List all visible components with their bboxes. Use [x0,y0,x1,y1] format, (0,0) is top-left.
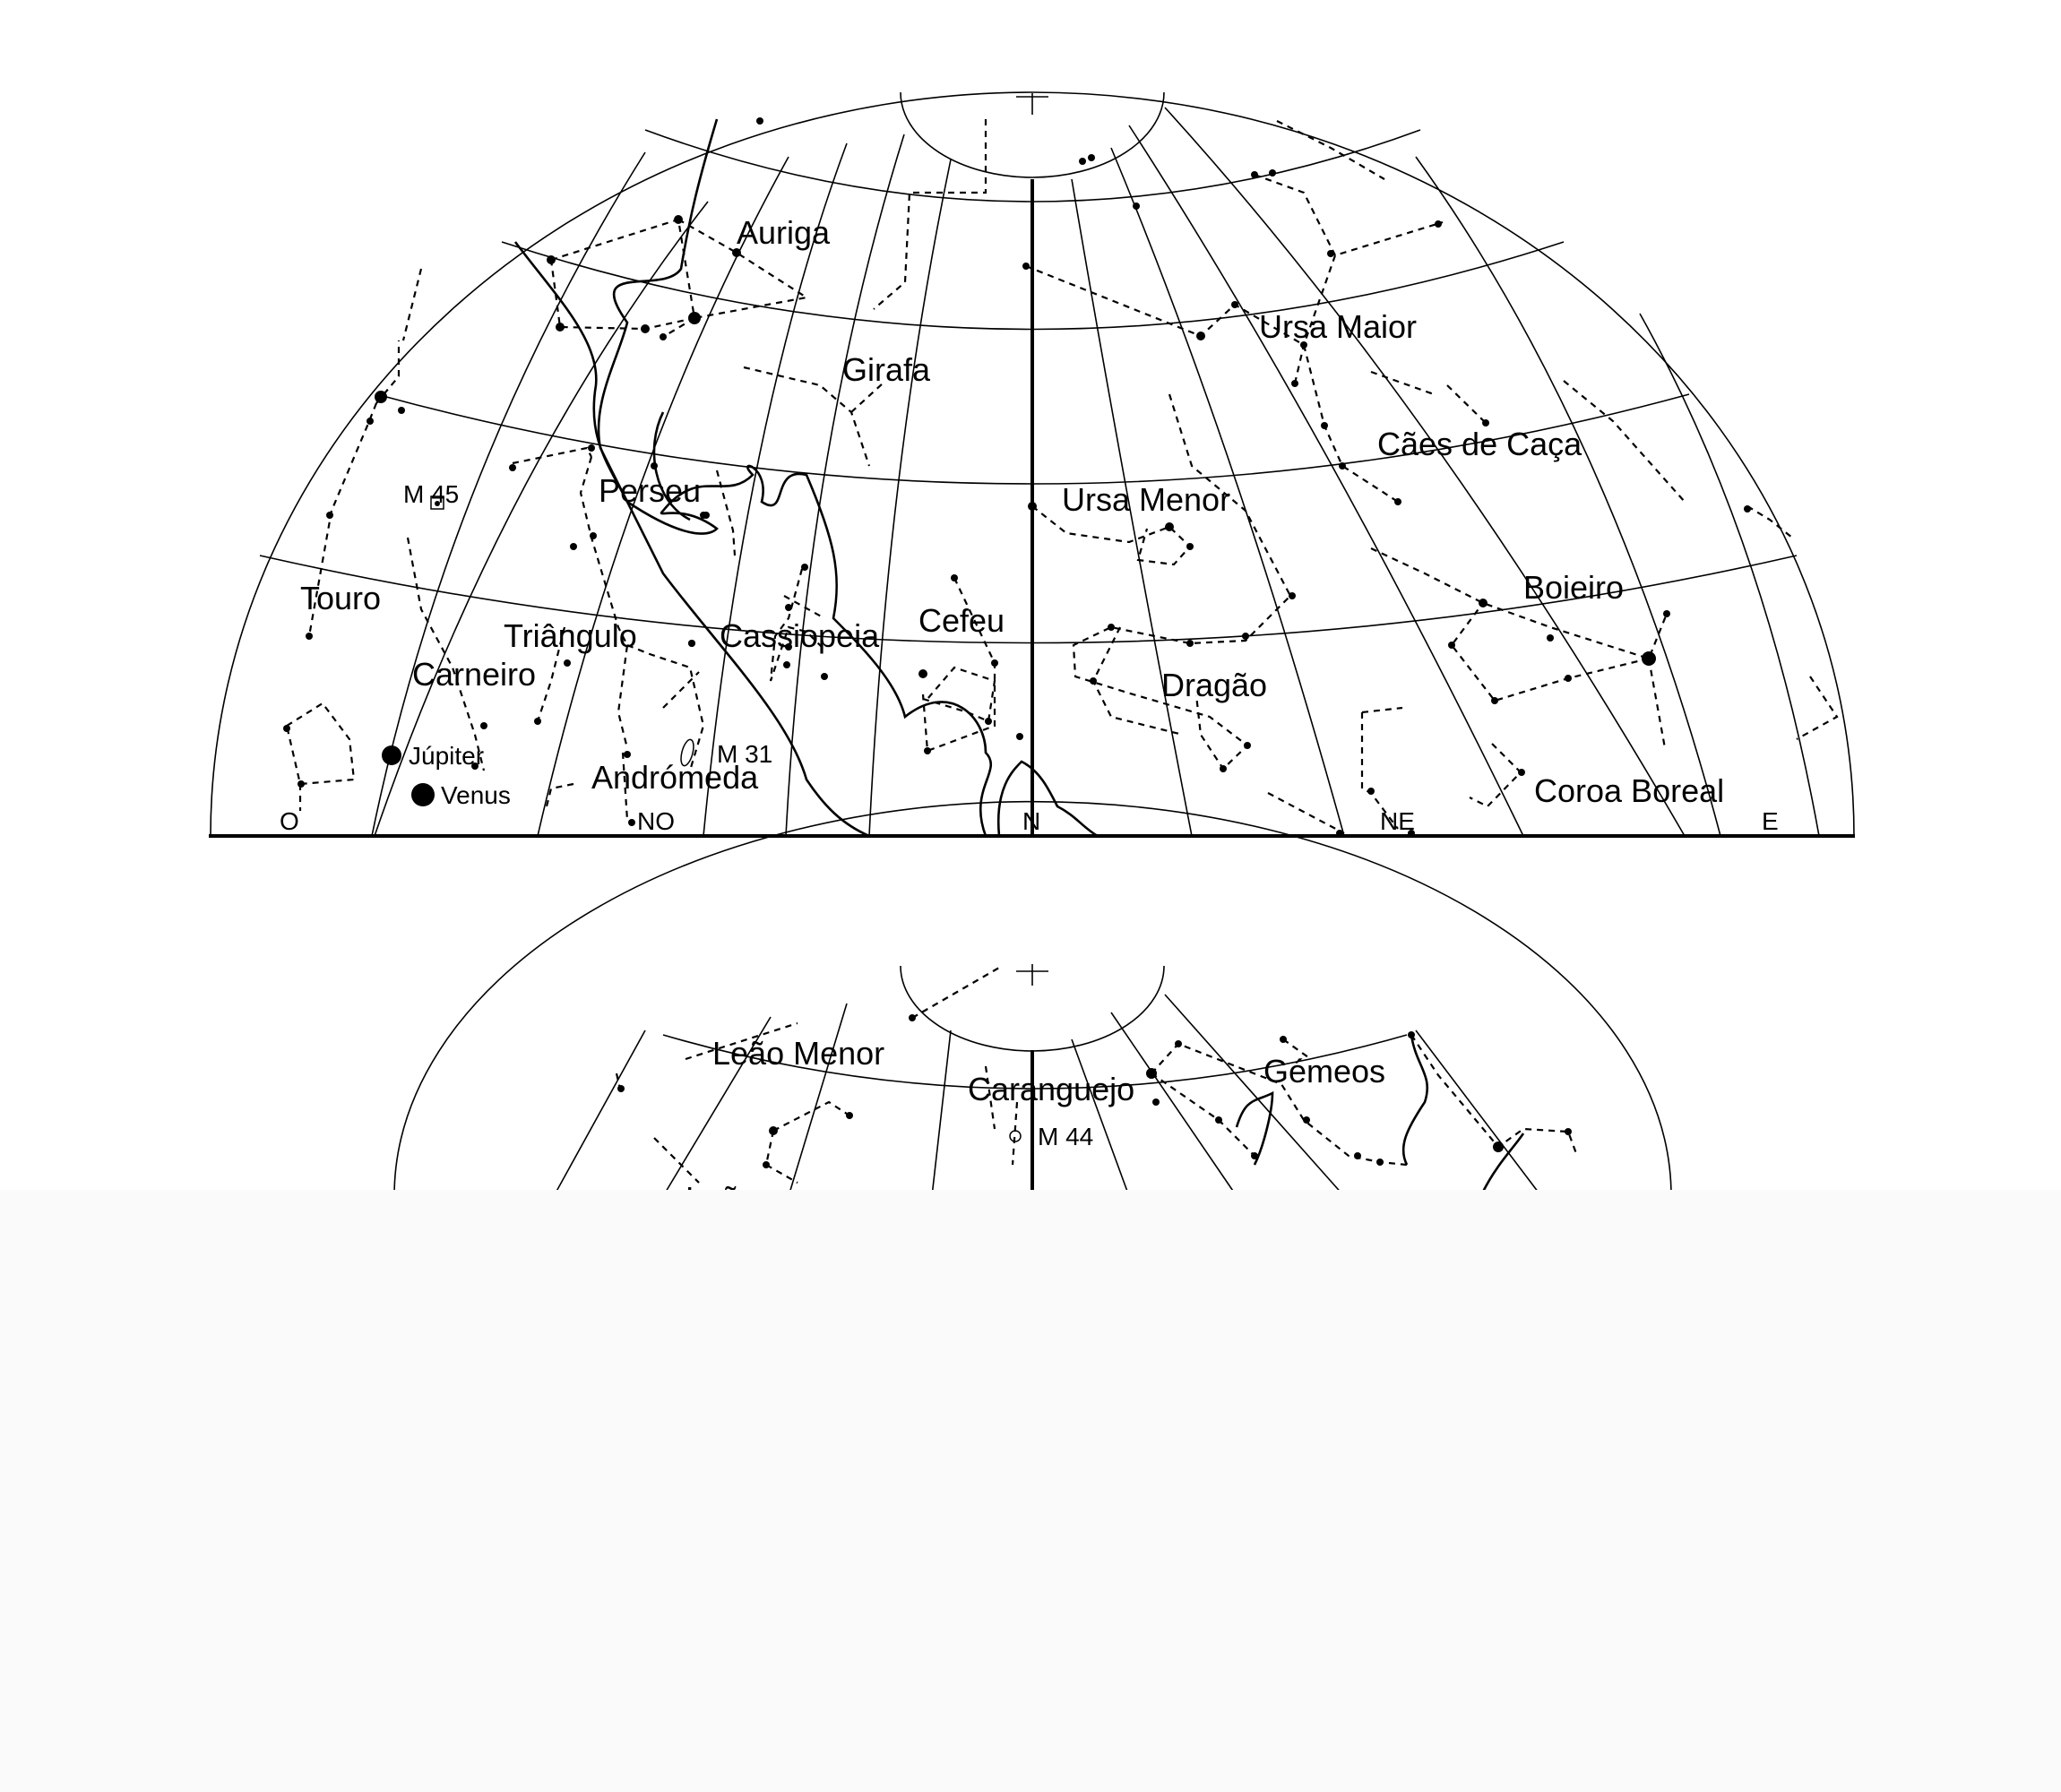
label-dragao: Dragão [1161,667,1268,703]
zenith-marker [1016,93,1048,115]
label-leao-menor: Leão Menor [712,1035,885,1072]
label-ursa-menor: Ursa Menor [1062,481,1231,518]
label-m31: M 31 [717,740,773,768]
label-gemeos: Gémeos [1263,1053,1386,1090]
lower-zenith-marker [1016,964,1048,986]
label-m44: M 44 [1038,1123,1094,1150]
direction-west: O [280,807,299,835]
label-andromeda: Andrómeda [591,759,759,796]
stars [283,117,1751,837]
label-auriga: Auriga [737,214,831,251]
label-boieiro: Boieiro [1523,569,1625,606]
constellation-figures [287,119,1837,833]
jupiter-marker [382,745,401,765]
direction-east: E [1762,807,1779,835]
direction-north: N [1022,807,1041,835]
label-cefeu: Cefeu [918,602,1005,639]
direction-northeast: NE [1380,807,1415,835]
direction-northwest: NO [637,807,675,835]
blank-lower-panel [0,1190,2061,1792]
label-caes-de-caca: Cães de Caça [1377,426,1582,462]
label-carneiro: Carneiro [412,656,537,693]
label-ursa-maior: Ursa Maior [1259,308,1418,345]
label-coroa-boreal: Coroa Boreal [1534,772,1725,809]
label-perseu: Perseu [599,472,702,509]
label-caranguejo: Caranguejo [968,1071,1135,1107]
label-venus: Venus [441,781,511,809]
lower-sky-chart [394,802,1671,1217]
label-m45: M 45 [403,480,460,508]
label-cassiopeia: Cassiopeia [720,617,880,654]
label-triangulo: Triângulo [504,617,637,654]
label-girafa: Girafa [842,351,931,388]
label-touro: Touro [300,580,382,616]
upper-sky-chart [209,92,1855,837]
label-jupiter: Júpiter [409,742,485,770]
venus-marker [411,783,435,806]
